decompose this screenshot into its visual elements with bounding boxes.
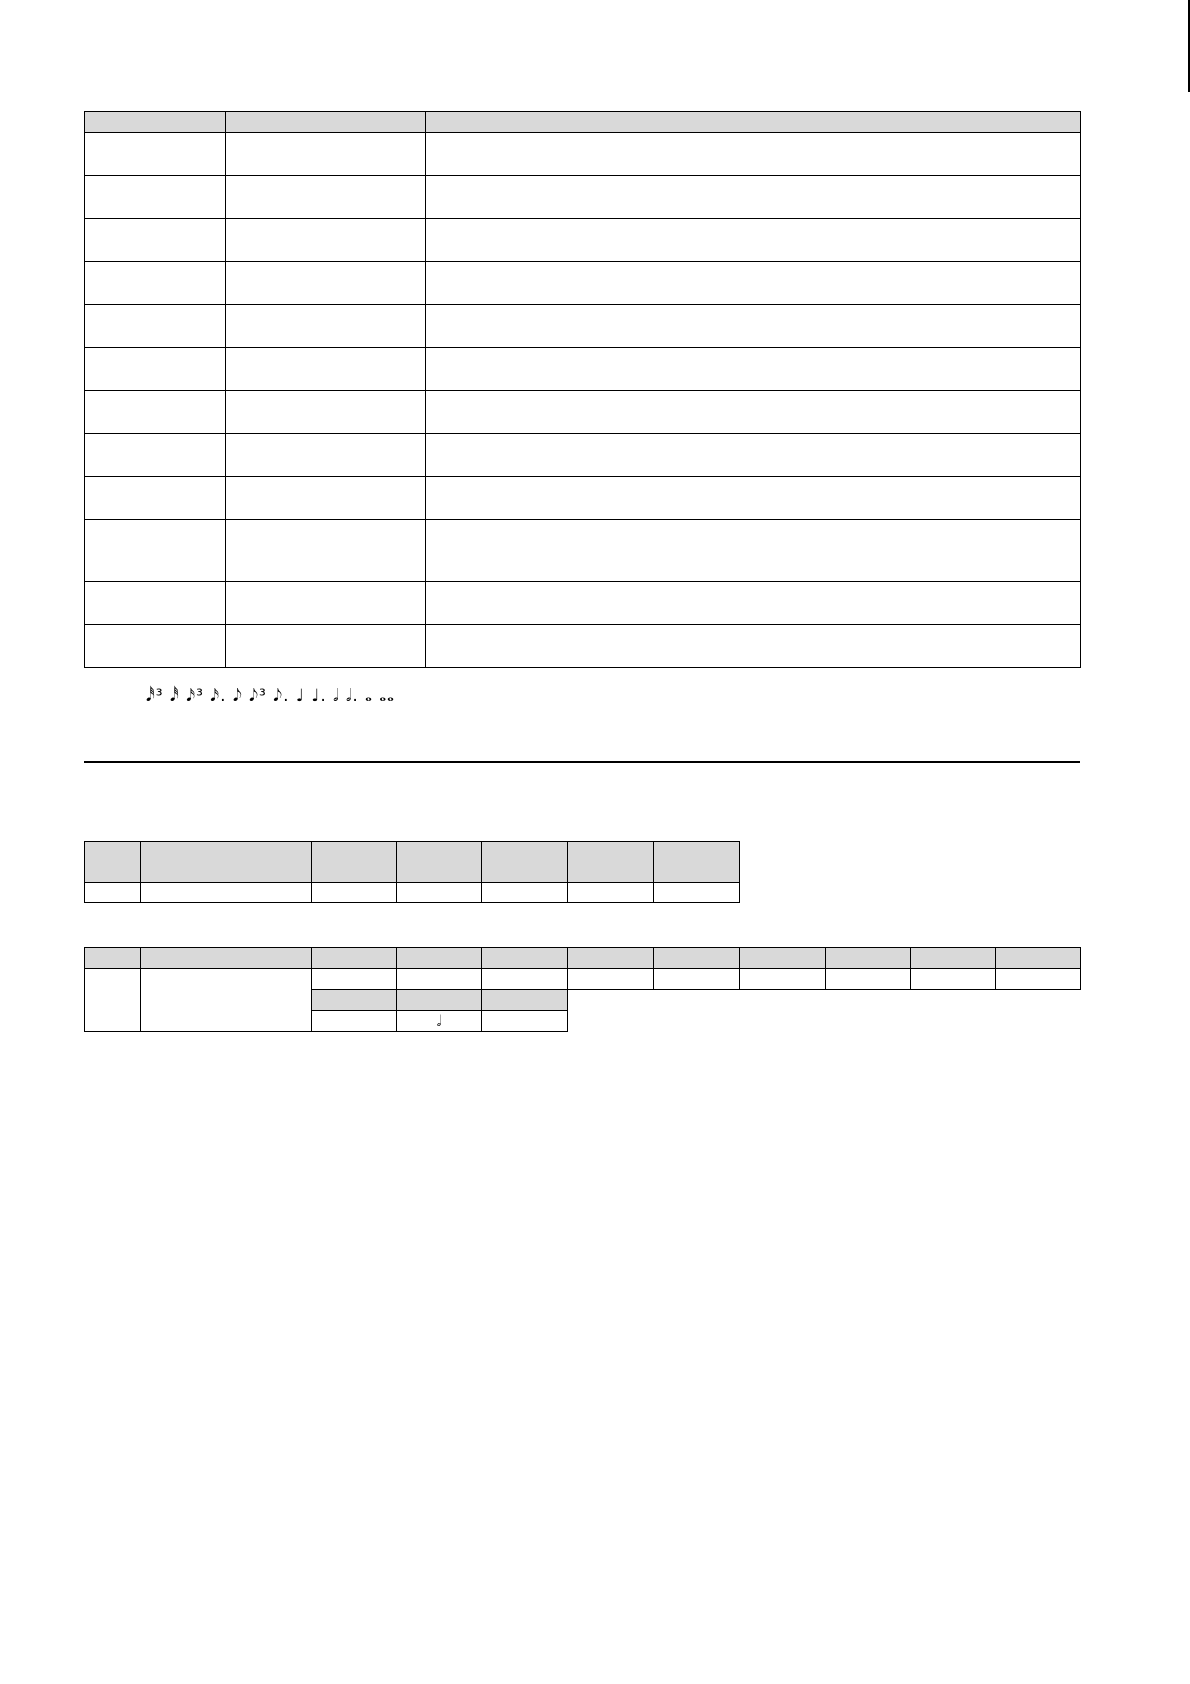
header-cell	[426, 112, 1081, 133]
table-cell	[85, 391, 226, 434]
table-cell	[226, 133, 426, 176]
header-cell	[482, 948, 568, 969]
header-cell	[911, 948, 996, 969]
header-cell	[740, 948, 826, 969]
empty-area	[568, 1011, 1081, 1032]
table-row	[85, 348, 1081, 391]
table-cell	[426, 262, 1081, 305]
table-cell	[426, 305, 1081, 348]
table-cell	[85, 176, 226, 219]
table-cell	[85, 883, 141, 903]
table-cell	[426, 520, 1081, 582]
table-cell	[826, 969, 911, 990]
table-cell	[568, 969, 654, 990]
table-cell	[226, 262, 426, 305]
table-cell	[226, 348, 426, 391]
table-cell	[226, 477, 426, 520]
subheader-cell	[482, 990, 568, 1011]
table-row	[85, 477, 1081, 520]
header-cell	[397, 842, 482, 883]
header-cell	[568, 948, 654, 969]
table-row	[85, 391, 1081, 434]
header-cell	[996, 948, 1081, 969]
table-cell	[85, 625, 226, 668]
section-divider	[84, 761, 1080, 763]
table-cell	[85, 582, 226, 625]
table-cell	[85, 133, 226, 176]
header-cell	[85, 112, 226, 133]
table-row	[85, 262, 1081, 305]
header-cell	[141, 948, 312, 969]
table-cell	[85, 219, 226, 262]
detail-table-header	[85, 948, 1081, 969]
table-cell	[426, 434, 1081, 477]
header-cell	[312, 948, 397, 969]
table-row	[85, 969, 1081, 990]
table-cell	[426, 133, 1081, 176]
table-cell	[226, 219, 426, 262]
table-cell	[426, 391, 1081, 434]
table-cell	[312, 969, 397, 990]
table-cell	[654, 883, 740, 903]
table-row	[85, 520, 1081, 582]
table-cell	[911, 969, 996, 990]
table-cell	[226, 391, 426, 434]
table-cell	[397, 969, 482, 990]
table-cell	[141, 969, 312, 1032]
table-cell	[226, 520, 426, 582]
table-cell	[312, 883, 397, 903]
table-row	[85, 219, 1081, 262]
parameter-table-header	[85, 112, 1081, 133]
header-cell	[397, 948, 482, 969]
table-cell	[85, 477, 226, 520]
table-cell	[226, 434, 426, 477]
table-cell	[397, 883, 482, 903]
table-row	[85, 305, 1081, 348]
table-cell	[85, 262, 226, 305]
table-cell	[85, 348, 226, 391]
table-cell	[426, 477, 1081, 520]
subheader-cell	[312, 990, 397, 1011]
header-cell	[85, 948, 141, 969]
table-row	[85, 133, 1081, 176]
header-cell	[826, 948, 911, 969]
header-cell	[568, 842, 654, 883]
header-cell	[141, 842, 312, 883]
table-cell	[226, 176, 426, 219]
table-cell	[85, 305, 226, 348]
table-cell	[426, 582, 1081, 625]
table-cell	[654, 969, 740, 990]
table-row	[85, 883, 740, 903]
table-cell	[312, 1011, 397, 1032]
table-cell	[141, 883, 312, 903]
table-cell	[226, 582, 426, 625]
empty-area	[568, 990, 1081, 1011]
table-row	[85, 434, 1081, 477]
summary-table-header	[85, 842, 740, 883]
half-note-cell: 𝅗𝅥	[397, 1011, 482, 1032]
summary-table	[84, 841, 740, 903]
table-cell	[85, 969, 141, 1032]
table-row	[85, 582, 1081, 625]
table-cell	[426, 176, 1081, 219]
subheader-cell	[397, 990, 482, 1011]
table-row	[85, 625, 1081, 668]
table-cell	[482, 969, 568, 990]
detail-table	[84, 947, 1081, 1032]
table-cell	[426, 348, 1081, 391]
header-cell	[312, 842, 397, 883]
header-cell	[85, 842, 141, 883]
table-cell	[482, 1011, 568, 1032]
table-cell	[568, 883, 654, 903]
table-cell	[226, 625, 426, 668]
header-cell	[654, 842, 740, 883]
table-cell	[426, 219, 1081, 262]
note-value-glyphs: 𝅘𝅥𝅰³ 𝅘𝅥𝅰 𝅘𝅥𝅯³ 𝅘𝅥𝅯. 𝅘𝅥𝅮 𝅘𝅥𝅮³ 𝅘𝅥𝅮. ♩ ♩. 𝅗𝅥 𝅗𝅥. 𝅝 𝅝𝅝	[146, 686, 395, 706]
parameter-table	[84, 111, 1081, 668]
table-cell	[85, 520, 226, 582]
table-row	[85, 176, 1081, 219]
header-cell	[226, 112, 426, 133]
table-cell	[996, 969, 1081, 990]
table-cell	[426, 625, 1081, 668]
table-cell	[740, 969, 826, 990]
header-cell	[654, 948, 740, 969]
table-cell	[482, 883, 568, 903]
header-cell	[482, 842, 568, 883]
table-cell	[226, 305, 426, 348]
table-cell	[85, 434, 226, 477]
